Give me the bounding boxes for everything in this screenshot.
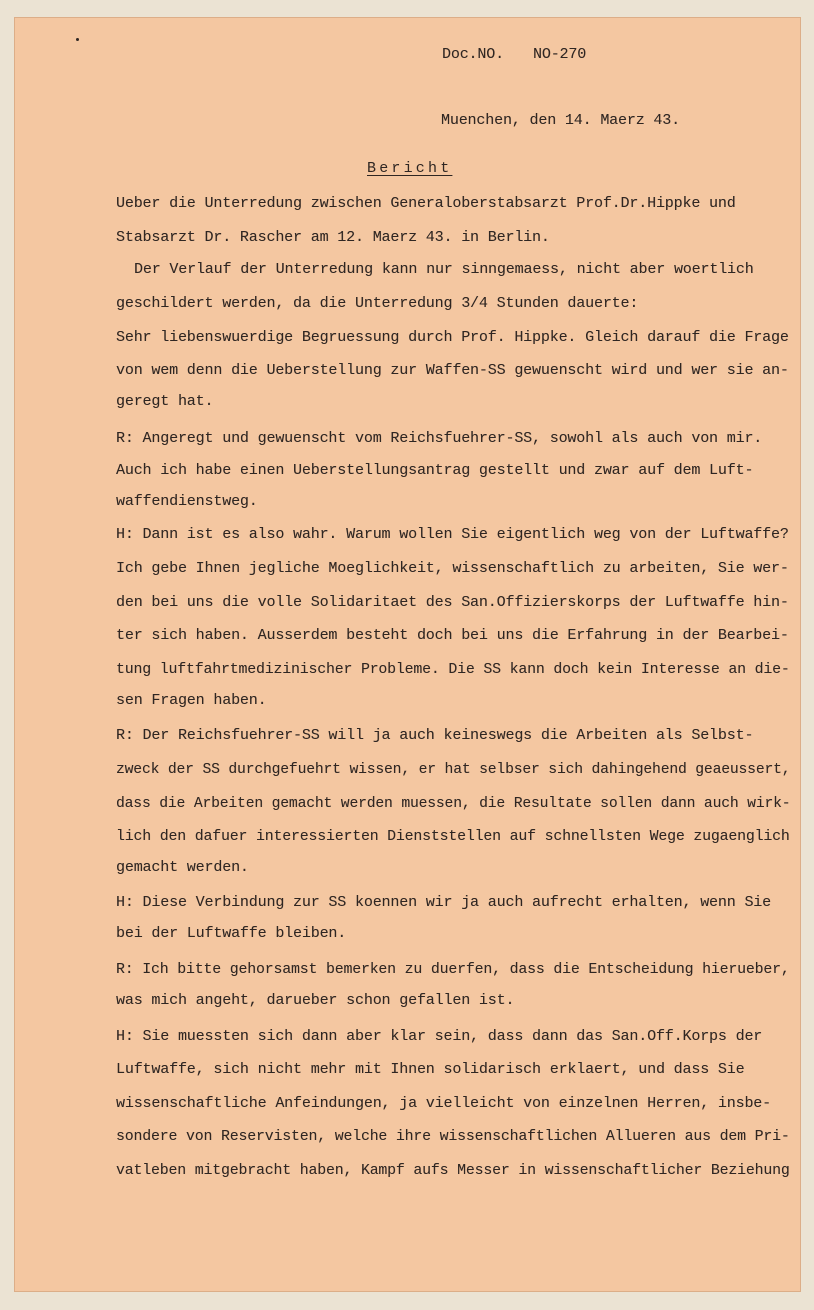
body-line: vatleben mitgebracht haben, Kampf aufs Messer in wissenschaftlicher Beziehung	[116, 1162, 790, 1179]
body-line: den bei uns die volle Solidaritaet des San.Offizierskorps der Luftwaffe hin-	[116, 594, 789, 611]
doc-number-value: NO-270	[533, 46, 587, 63]
paper-mark	[76, 38, 79, 41]
body-line: Der Verlauf der Unterredung kann nur sinngemaess, nicht aber woertlich	[134, 261, 754, 278]
body-line: wissenschaftliche Anfeindungen, ja vielleicht von einzelnen Herren, insbe-	[116, 1095, 772, 1112]
body-line: lich den dafuer interessierten Dienststellen auf schnellsten Wege zugaenglich	[116, 828, 790, 845]
report-heading: Bericht	[367, 160, 453, 177]
body-line: R: Angeregt und gewuenscht vom Reichsfuehrer-SS, sowohl als auch von mir.	[116, 430, 763, 447]
body-line: zweck der SS durchgefuehrt wissen, er hat selbser sich dahingehend geaeussert,	[116, 761, 791, 778]
body-line: geregt hat.	[116, 393, 214, 410]
doc-number-label: Doc.NO.	[442, 46, 504, 63]
body-line: H: Sie muessten sich dann aber klar sein, dass dann das San.Off.Korps der	[116, 1028, 763, 1045]
body-line: ter sich haben. Ausserdem besteht doch bei uns die Erfahrung in der Bearbei-	[116, 627, 789, 644]
body-line: sen Fragen haben.	[116, 692, 267, 709]
body-line: sondere von Reservisten, welche ihre wissenschaftlichen Allueren aus dem Pri-	[116, 1128, 790, 1145]
body-line: was mich angeht, darueber schon gefallen ist.	[116, 992, 515, 1009]
body-line: Luftwaffe, sich nicht mehr mit Ihnen solidarisch erklaert, und dass Sie	[116, 1061, 745, 1078]
body-line: Auch ich habe einen Ueberstellungsantrag gestellt und zwar auf dem Luft-	[116, 462, 754, 479]
body-line: geschildert werden, da die Unterredung 3/4 Stunden dauerte:	[116, 295, 639, 312]
date-line: Muenchen, den 14. Maerz 43.	[441, 112, 680, 129]
body-line: gemacht werden.	[116, 859, 249, 876]
body-line: Sehr liebenswuerdige Begruessung durch Prof. Hippke. Gleich darauf die Frage	[116, 329, 789, 346]
body-line: waffendienstweg.	[116, 493, 258, 510]
body-line: bei der Luftwaffe bleiben.	[116, 925, 347, 942]
body-line: H: Diese Verbindung zur SS koennen wir ja auch aufrecht erhalten, wenn Sie	[116, 894, 772, 911]
body-line: von wem denn die Ueberstellung zur Waffen-SS gewuenscht wird und wer sie an-	[116, 362, 789, 379]
body-line: Ueber die Unterredung zwischen Generaloberstabsarzt Prof.Dr.Hippke und	[116, 195, 736, 212]
body-line: H: Dann ist es also wahr. Warum wollen Sie eigentlich weg von der Luftwaffe?	[116, 526, 789, 543]
body-line: Stabsarzt Dr. Rascher am 12. Maerz 43. in Berlin.	[116, 229, 550, 246]
body-line: R: Ich bitte gehorsamst bemerken zu duerfen, dass die Entscheidung hierueber,	[116, 961, 790, 978]
body-line: dass die Arbeiten gemacht werden muessen, die Resultate sollen dann auch wirk-	[116, 795, 791, 812]
body-line: Ich gebe Ihnen jegliche Moeglichkeit, wissenschaftlich zu arbeiten, Sie wer-	[116, 560, 789, 577]
body-line: R: Der Reichsfuehrer-SS will ja auch keineswegs die Arbeiten als Selbst-	[116, 727, 754, 744]
body-line: tung luftfahrtmedizinischer Probleme. Die SS kann doch kein Interesse an die-	[116, 661, 790, 678]
